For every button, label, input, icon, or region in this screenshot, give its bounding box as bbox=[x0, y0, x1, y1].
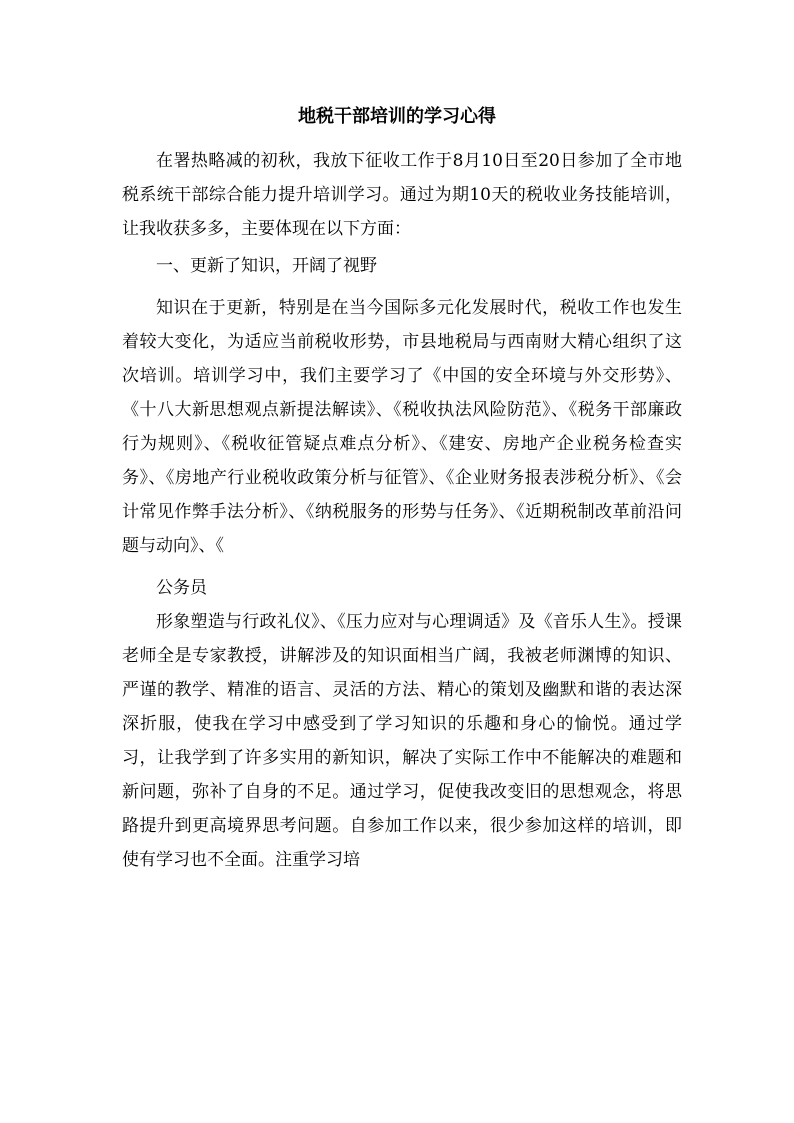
document-title: 地税干部培训的学习心得 bbox=[298, 106, 496, 127]
intro-paragraph: 在署热略减的初秋，我放下征收工作于8月10日至20日参加了全市地税系统干部综合能力提升培训学习。通过为期10天的税收业务技能培训，让我收获多多，主要体现在以下方面： bbox=[122, 151, 682, 239]
document-body bbox=[122, 144, 682, 877]
knowledge-paragraph: 知识在于更新，特别是在当今国际多元化发展时代，税收工作也发生着较大变化，为适应当前税收形势，市县地税局与西南财大精心组织了这次培训。培训学习中，我们主要学习了《中国的安全环境与外交形势》、《十八大新思想观点新提法解读》、《税收执法风险防范》、《税务干部廉政行为规则》、《税收征管疑点难点分析》、《建安、房地产企业税务检查实务》、《房地产行业税收政策分析与征管》、《企业财务报表涉税分析》、《会计常见作弊手法分析》、《纳税服务的形势与任务》、《近期税制改革前沿问题与动向》、《 bbox=[122, 298, 682, 556]
fragment-paragraph: 公务员 bbox=[156, 578, 207, 598]
section-heading: 一、更新了知识，开阔了视野 bbox=[156, 256, 377, 276]
continuation-paragraph: 形象塑造与行政礼仪》、《压力应对与心理调适》及《音乐人生》。授课老师全是专家教授，讲解涉及的知识面相当广阔，我被老师渊博的知识、严谨的教学、精准的语言、灵活的方法、精心的策划及幽默和谐的表达深深折服，使我在学习中感受到了学习知识的乐趣和身心的愉悦。通过学习，让我学到了许多实用的新知识，解决了实际工作中不能解决的难题和新问题，弥补了自身的不足。通过学习，促使我改变旧的思想观念，将思路提升到更高境界思考问题。自参加工作以来，很少参加这样的培训，即使有学习也不全面。注重学习培 bbox=[122, 612, 682, 870]
